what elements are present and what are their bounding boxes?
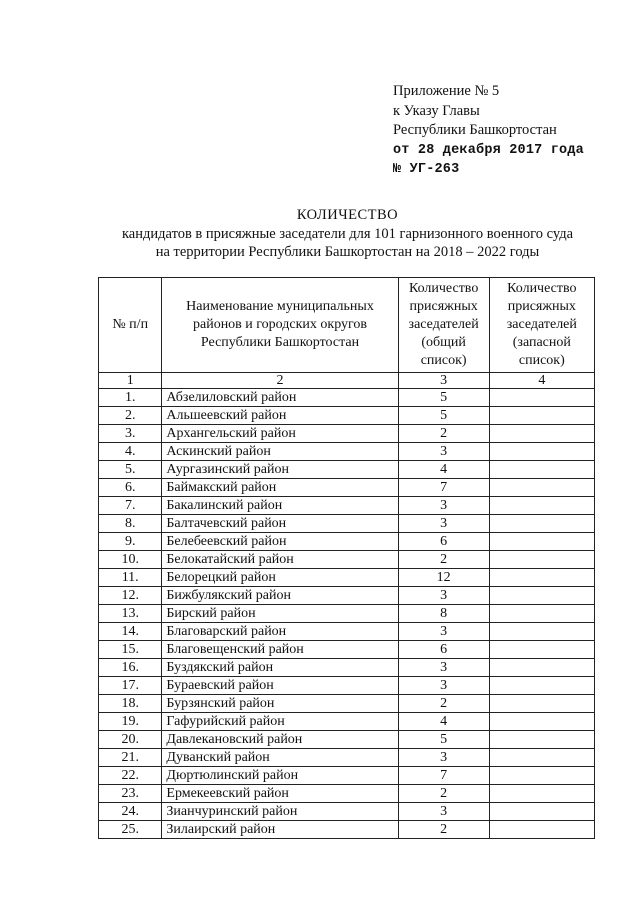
row-reserve-count — [489, 515, 594, 533]
row-number: 22. — [99, 767, 162, 785]
row-reserve-count — [489, 461, 594, 479]
table-row — [99, 641, 595, 659]
row-reserve-count — [489, 659, 594, 677]
table-row — [99, 389, 595, 407]
appendix-line-2: к Указу Главы — [393, 102, 480, 119]
row-main-count: 3 — [398, 515, 489, 533]
row-main-count: 2 — [398, 821, 489, 839]
row-number: 5. — [99, 461, 162, 479]
table-body — [99, 373, 595, 839]
row-district-name: Дуванский район — [162, 749, 398, 767]
column-numbers-row — [99, 373, 595, 389]
row-number: 20. — [99, 731, 162, 749]
row-number: 1. — [99, 389, 162, 407]
row-district-name: Бурзянский район — [162, 695, 398, 713]
row-main-count: 2 — [398, 551, 489, 569]
appendix-block — [393, 82, 584, 180]
row-main-count: 2 — [398, 785, 489, 803]
row-district-name: Альшеевский район — [162, 407, 398, 425]
row-district-name: Буздякский район — [162, 659, 398, 677]
row-district-name: Аскинский район — [162, 443, 398, 461]
row-number: 4. — [99, 443, 162, 461]
document-title: КОЛИЧЕСТВО — [296, 207, 399, 223]
row-main-count: 4 — [398, 461, 489, 479]
row-reserve-count — [489, 731, 594, 749]
table-row — [99, 821, 595, 839]
row-main-count: 6 — [398, 533, 489, 551]
table-row — [99, 731, 595, 749]
header-name: Наименование муниципальных районов и городских округов Республики Башкортостан — [162, 278, 398, 373]
row-reserve-count — [489, 569, 594, 587]
row-number: 14. — [99, 623, 162, 641]
row-district-name: Бирский район — [162, 605, 398, 623]
row-reserve-count — [489, 785, 594, 803]
row-reserve-count — [489, 479, 594, 497]
row-main-count: 4 — [398, 713, 489, 731]
table-row — [99, 461, 595, 479]
row-district-name: Дюртюлинский район — [162, 767, 398, 785]
row-number: 24. — [99, 803, 162, 821]
table-row — [99, 407, 595, 425]
row-reserve-count — [489, 497, 594, 515]
row-reserve-count — [489, 389, 594, 407]
row-number: 17. — [99, 677, 162, 695]
row-reserve-count — [489, 533, 594, 551]
row-district-name: Баймакский район — [162, 479, 398, 497]
row-number: 15. — [99, 641, 162, 659]
row-reserve-count — [489, 767, 594, 785]
table-row — [99, 497, 595, 515]
row-district-name: Балтачевский район — [162, 515, 398, 533]
row-district-name: Благовещенский район — [162, 641, 398, 659]
row-district-name: Давлекановский район — [162, 731, 398, 749]
table-row — [99, 749, 595, 767]
table-row — [99, 443, 595, 461]
row-number: 11. — [99, 569, 162, 587]
row-main-count: 3 — [398, 443, 489, 461]
row-main-count: 5 — [398, 731, 489, 749]
row-reserve-count — [489, 605, 594, 623]
row-number: 19. — [99, 713, 162, 731]
row-number: 8. — [99, 515, 162, 533]
table-row — [99, 677, 595, 695]
row-main-count: 3 — [398, 749, 489, 767]
row-number: 25. — [99, 821, 162, 839]
appendix-line-3: Республики Башкортостан — [393, 122, 557, 138]
column-number: 4 — [489, 373, 594, 389]
row-main-count: 6 — [398, 641, 489, 659]
row-number: 23. — [99, 785, 162, 803]
row-number: 16. — [99, 659, 162, 677]
row-main-count: 3 — [398, 803, 489, 821]
row-reserve-count — [489, 551, 594, 569]
row-number: 18. — [99, 695, 162, 713]
row-reserve-count — [489, 677, 594, 695]
header-num: № п/п — [99, 278, 162, 373]
row-district-name: Абзелиловский район — [162, 389, 398, 407]
row-reserve-count — [489, 713, 594, 731]
row-reserve-count — [489, 407, 594, 425]
row-district-name: Бураевский район — [162, 677, 398, 695]
row-district-name: Благоварский район — [162, 623, 398, 641]
row-district-name: Белорецкий район — [162, 569, 398, 587]
header-main-list: Количество присяжных заседателей (общий список) — [398, 278, 489, 373]
row-district-name: Аургазинский район — [162, 461, 398, 479]
row-reserve-count — [489, 803, 594, 821]
row-reserve-count — [489, 443, 594, 461]
table-header-row — [99, 278, 595, 373]
table-row — [99, 533, 595, 551]
row-district-name: Архангельский район — [162, 425, 398, 443]
row-district-name: Белебеевский район — [162, 533, 398, 551]
row-reserve-count — [489, 623, 594, 641]
row-main-count: 5 — [398, 407, 489, 425]
row-reserve-count — [489, 425, 594, 443]
column-number: 1 — [99, 373, 162, 389]
table-row — [99, 785, 595, 803]
table-row — [99, 479, 595, 497]
table-row — [99, 587, 595, 605]
row-number: 12. — [99, 587, 162, 605]
header-reserve-list: Количество присяжных заседателей (запасной список) — [489, 278, 594, 373]
row-number: 10. — [99, 551, 162, 569]
row-reserve-count — [489, 695, 594, 713]
table-row — [99, 605, 595, 623]
row-district-name: Ермекеевский район — [162, 785, 398, 803]
row-district-name: Бакалинский район — [162, 497, 398, 515]
row-district-name: Бижбулякский район — [162, 587, 398, 605]
row-main-count: 3 — [398, 623, 489, 641]
row-district-name: Белокатайский район — [162, 551, 398, 569]
appendix-number: № УГ-263 — [393, 162, 460, 177]
jurors-table — [98, 277, 595, 839]
row-main-count: 8 — [398, 605, 489, 623]
row-reserve-count — [489, 821, 594, 839]
column-number: 2 — [162, 373, 398, 389]
row-main-count: 12 — [398, 569, 489, 587]
document-subtitle-line-2: на территории Республики Башкортостан на 2018 – 2022 годы — [155, 244, 540, 260]
row-number: 2. — [99, 407, 162, 425]
table-row — [99, 803, 595, 821]
row-number: 13. — [99, 605, 162, 623]
row-main-count: 3 — [398, 587, 489, 605]
column-number: 3 — [398, 373, 489, 389]
table-row — [99, 695, 595, 713]
table-row — [99, 425, 595, 443]
table-row — [99, 551, 595, 569]
row-reserve-count — [489, 749, 594, 767]
row-number: 7. — [99, 497, 162, 515]
row-number: 21. — [99, 749, 162, 767]
row-district-name: Зианчуринский район — [162, 803, 398, 821]
appendix-date: от 28 декабря 2017 года — [393, 142, 584, 158]
row-number: 3. — [99, 425, 162, 443]
row-main-count: 7 — [398, 767, 489, 785]
document-subtitle-line-1: кандидатов в присяжные заседатели для 101 гарнизонного военного суда — [121, 225, 574, 242]
table-row — [99, 713, 595, 731]
table-row — [99, 569, 595, 587]
document-heading — [95, 206, 600, 262]
row-reserve-count — [489, 641, 594, 659]
row-district-name: Гафурийский район — [162, 713, 398, 731]
table-row — [99, 659, 595, 677]
row-district-name: Зилаирский район — [162, 821, 398, 839]
row-main-count: 3 — [398, 677, 489, 695]
appendix-line-1: Приложение № 5 — [393, 83, 500, 99]
row-number: 9. — [99, 533, 162, 551]
table-row — [99, 767, 595, 785]
table-row — [99, 623, 595, 641]
row-main-count: 3 — [398, 659, 489, 677]
table-row — [99, 515, 595, 533]
row-main-count: 3 — [398, 497, 489, 515]
row-main-count: 2 — [398, 695, 489, 713]
row-reserve-count — [489, 587, 594, 605]
row-number: 6. — [99, 479, 162, 497]
row-main-count: 7 — [398, 479, 489, 497]
row-main-count: 2 — [398, 425, 489, 443]
row-main-count: 5 — [398, 389, 489, 407]
